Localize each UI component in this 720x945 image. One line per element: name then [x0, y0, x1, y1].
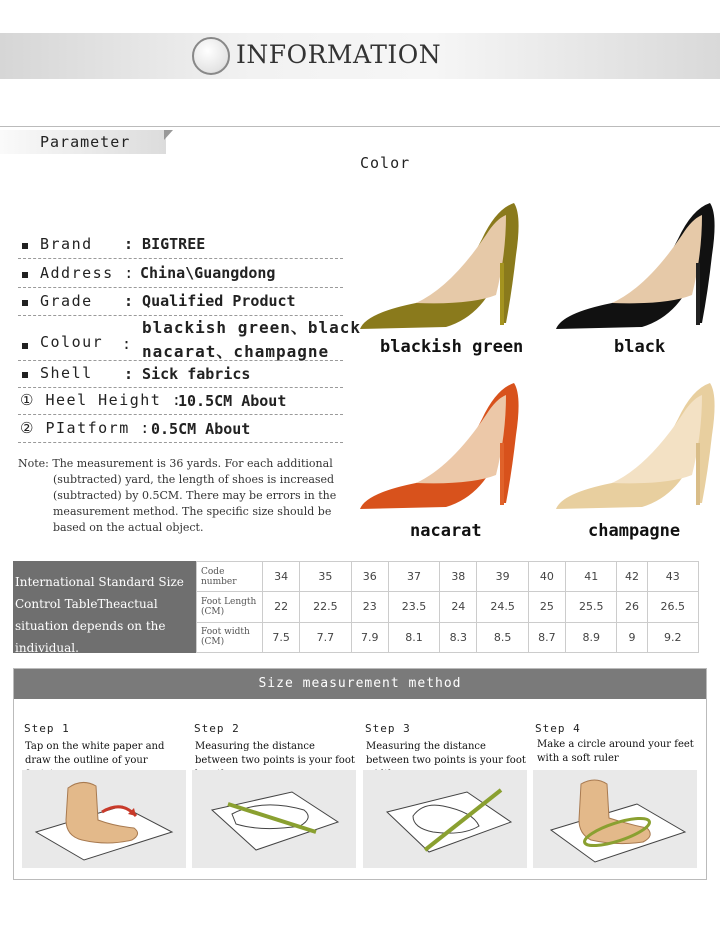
spec-row-shell: [18, 364, 343, 388]
grade-value: : Qualified Product: [124, 292, 296, 310]
shoe-label-blackish-green: blackish green: [380, 337, 524, 357]
row-header: Foot Length (CM): [197, 592, 263, 622]
banner-title: INFORMATION: [236, 40, 442, 69]
table-cell: 22: [263, 592, 300, 622]
step-2-description: Measuring the distance between two points is your foot: [195, 741, 355, 766]
table-cell: 39: [477, 562, 528, 592]
shoe-label-black: black: [614, 337, 666, 357]
address-value: China\Guangdong: [140, 264, 276, 282]
table-cell: 35: [300, 562, 351, 592]
table-cell: 8.1: [388, 622, 439, 652]
colour-label: Colour: [40, 333, 104, 351]
table-row: [197, 562, 699, 592]
table-cell: 9: [617, 622, 647, 652]
note-line: Note: The measurement is 36 yards. For each additional: [18, 457, 333, 470]
bullet-icon: [22, 372, 28, 378]
bullet-icon: [22, 243, 28, 249]
table-cell: 23: [351, 592, 388, 622]
bullet-icon: [22, 272, 28, 278]
spec-row-platform: [18, 419, 343, 443]
spec-row-brand: [18, 235, 343, 259]
size-table: [196, 561, 699, 653]
step-1-description: Tap on the white paper and draw the outline of your: [25, 741, 165, 766]
table-cell: 8.3: [440, 622, 477, 652]
table-cell: 36: [351, 562, 388, 592]
ruler-length-icon: [192, 770, 356, 868]
banner-circle-icon: [192, 37, 230, 75]
colour-value-1: blackish green、black: [142, 318, 362, 337]
table-cell: 8.9: [566, 622, 617, 652]
table-cell: 24: [440, 592, 477, 622]
divider: [0, 126, 720, 127]
step-4-title: Step 4: [535, 722, 581, 735]
color-heading: Color: [360, 154, 411, 172]
table-row: [197, 622, 699, 652]
address-label: Address :: [40, 264, 135, 282]
table-cell: 37: [388, 562, 439, 592]
table-cell: 41: [566, 562, 617, 592]
step-4-description: Make a circle around your feet with a soft ruler: [537, 739, 694, 764]
platform-value: 0.5CM About: [151, 420, 251, 438]
step-3-title: Step 3: [365, 722, 411, 735]
colour-colon: :: [122, 335, 133, 353]
table-cell: 9.2: [647, 622, 698, 652]
step-3-image: [363, 770, 527, 868]
ruler-width-icon: [363, 770, 527, 868]
bullet-icon: [22, 343, 28, 349]
step-4-image: [533, 770, 697, 868]
shoe-label-champagne: champagne: [588, 521, 681, 541]
table-cell: 7.5: [263, 622, 300, 652]
size-table-caption: International Standard Size Control TableTheactual situation depends on the individual.: [13, 561, 196, 653]
table-cell: 23.5: [388, 592, 439, 622]
shoe-champagne-image: [552, 375, 720, 517]
shoe-blackish-green-image: [356, 195, 526, 337]
row-header: Code number: [197, 562, 263, 592]
table-cell: 8.7: [528, 622, 565, 652]
brand-label: Brand: [40, 235, 93, 253]
step-2-image: [192, 770, 356, 868]
platform-label: ② PIatform :: [20, 419, 151, 437]
shell-value: : Sick fabrics: [124, 365, 251, 383]
table-cell: 38: [440, 562, 477, 592]
spec-row-heel: [18, 391, 343, 415]
method-title: Size measurement method: [258, 676, 462, 691]
grade-label: Grade: [40, 292, 93, 310]
table-cell: 26.5: [647, 592, 698, 622]
shoe-nacarat-image: [356, 375, 526, 517]
note-line: based on the actual object.: [53, 521, 204, 534]
table-cell: 7.7: [300, 622, 351, 652]
soft-ruler-foot-icon: [533, 770, 697, 868]
shoe-black-image: [552, 195, 720, 337]
table-cell: 7.9: [351, 622, 388, 652]
table-cell: 25: [528, 592, 565, 622]
colour-value-2: nacarat、champagne: [142, 342, 330, 361]
note-line: (subtracted) by 0.5CM. There may be errors in the: [53, 489, 337, 502]
step-1-title: Step 1: [24, 722, 70, 735]
step-3-description: Measuring the distance between two points is your foot: [366, 741, 526, 766]
brand-value: : BIGTREE: [124, 235, 206, 253]
row-header: Foot width (CM): [197, 622, 263, 652]
spec-row-address: [18, 264, 343, 288]
note-line: measurement method. The specific size should be: [53, 505, 332, 518]
table-cell: 40: [528, 562, 565, 592]
table-cell: 43: [647, 562, 698, 592]
table-cell: 26: [617, 592, 647, 622]
step-2-title: Step 2: [194, 722, 240, 735]
heel-value: 10.5CM About: [178, 392, 287, 410]
measurement-note: [18, 456, 363, 536]
table-cell: 8.5: [477, 622, 528, 652]
shoe-label-nacarat: nacarat: [410, 521, 482, 541]
note-line: (subtracted) yard, the length of shoes is increased: [53, 473, 335, 486]
table-cell: 22.5: [300, 592, 351, 622]
foot-outline-icon: [22, 770, 186, 868]
parameter-label: Parameter: [40, 133, 131, 151]
table-cell: 42: [617, 562, 647, 592]
table-cell: 25.5: [566, 592, 617, 622]
bullet-icon: [22, 300, 28, 306]
step-1-image: [22, 770, 186, 868]
table-cell: 24.5: [477, 592, 528, 622]
table-row: [197, 592, 699, 622]
heel-label: ① Heel Height :: [20, 391, 183, 409]
shell-label: Shell: [40, 364, 93, 382]
spec-row-grade: [18, 292, 343, 316]
tab-corner: [164, 130, 173, 140]
spec-row-colour: [18, 315, 362, 361]
table-cell: 34: [263, 562, 300, 592]
